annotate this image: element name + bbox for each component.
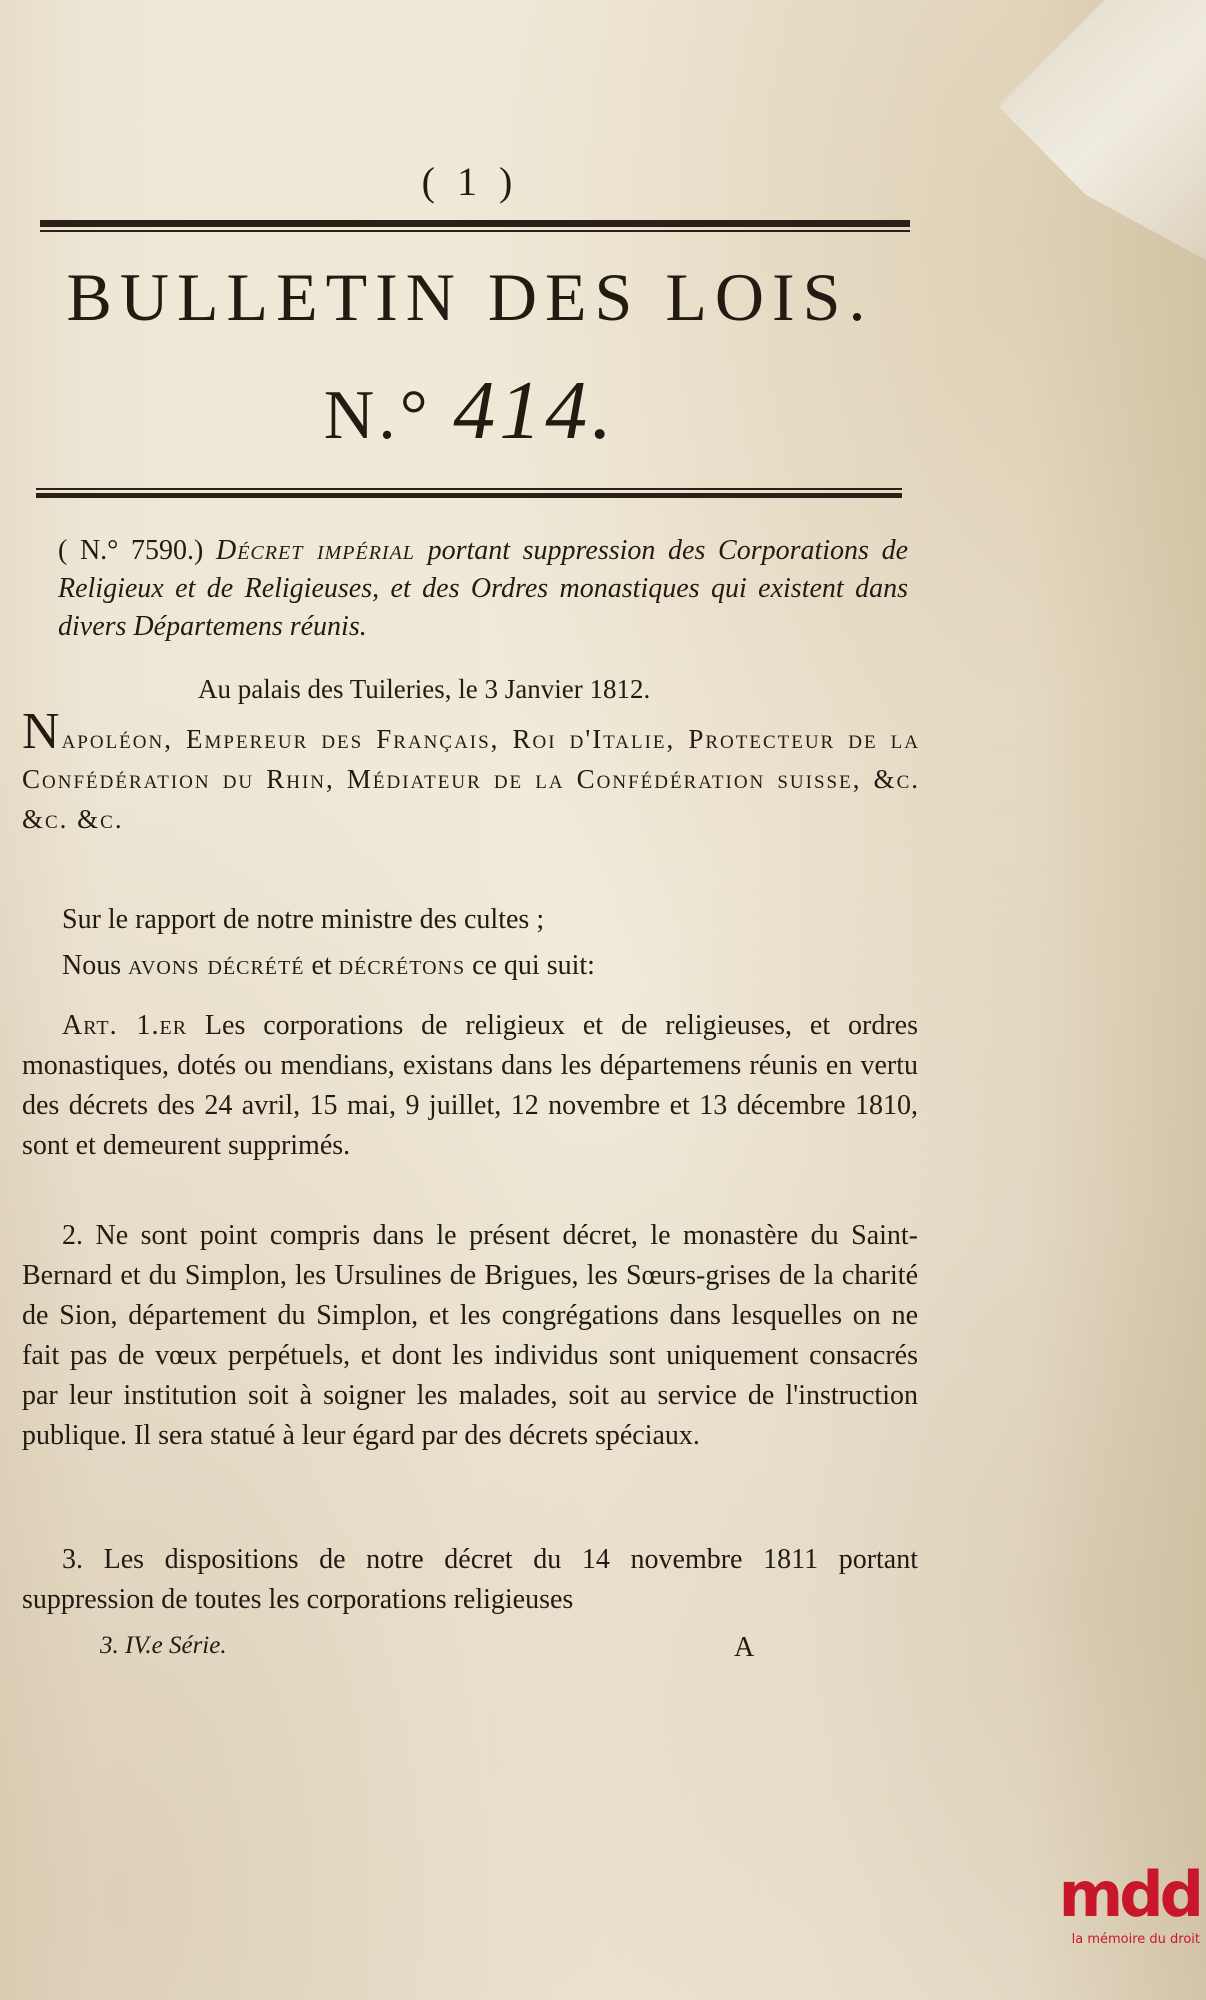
decree-line-text: et [304,950,339,981]
decree-line-caps: avons décrété [128,950,305,981]
decree-line-text: ce qui suit: [465,950,595,981]
decree-subject: portant suppression des Corporations de Religieux et de Religieuses, et des Ordres monastiques qui existent dans divers Départemens réunis. [58,535,908,642]
bottom-rule [36,488,902,498]
watermark-logo [1050,1860,1200,2000]
top-rule [40,220,910,232]
number-prefix: N.° [323,377,454,454]
decree-type: Décret impérial [215,535,415,566]
number-value: 414. [453,364,617,457]
series-mark: 3. IV.e Série. [100,1632,227,1659]
article-2: 2. Ne sont point compris dans le présent décret, le monastère du Saint-Bernard et du Simplon, les Ursulines de Brigues, les Sœurs-grises de la charité de Sion, département du Simplon, et les congrégations dans lesquelles on ne fait pas de vœux perpétuels, et dont les individus sont uniquement consacrés par leur institution soit à soigner les malades, soit au service de l'instruction publique. Il sera statué à leur égard par des décrets spéciaux. [22,1220,918,1451]
bulletin-number [0,362,940,459]
intro-line: Sur le rapport de notre ministre des cultes ; [62,904,545,935]
dateline: Au palais des Tuileries, le 3 Janvier 1812. [198,674,651,704]
preamble-initial: N [22,703,62,760]
decree-line [62,946,922,986]
page-number: ( 1 ) [421,159,519,204]
torn-corner [906,0,1206,260]
preamble [22,703,920,839]
decree-number: ( N.° 7590.) [58,535,216,566]
bulletin-title: BULLETIN DES LOIS. [66,259,874,335]
decree-line-caps: décrétons [338,950,466,981]
watermark-tagline: la mémoire du droit [1071,1932,1200,1947]
article-1 [22,1006,918,1166]
preamble-text: apoléon, Empereur des Français, Roi d'Italie, Protecteur de la Confédération du Rhin, Médiateur de la Confédération suisse, &c. &c. &c. [22,724,920,834]
signature-mark: A [734,1632,755,1663]
article-1-label: Art. 1.er [62,1010,188,1041]
watermark-mark: mdd [1058,1858,1200,1931]
decree-line-text: Nous [62,950,129,981]
article-3: 3. Les dispositions de notre décret du 14 novembre 1811 portant suppression de toutes les corporations religieuses [22,1544,918,1615]
article-1-text: Les corporations de religieux et de religieuses, et ordres monastiques, dotés ou mendians, existans dans les départemens réunis en vertu des décrets des 24 avril, 15 mai, 9 juillet, 12 novembre et 13 décembre 1810, sont et demeurent supprimés. [22,1010,918,1161]
decree-heading [58,532,908,646]
